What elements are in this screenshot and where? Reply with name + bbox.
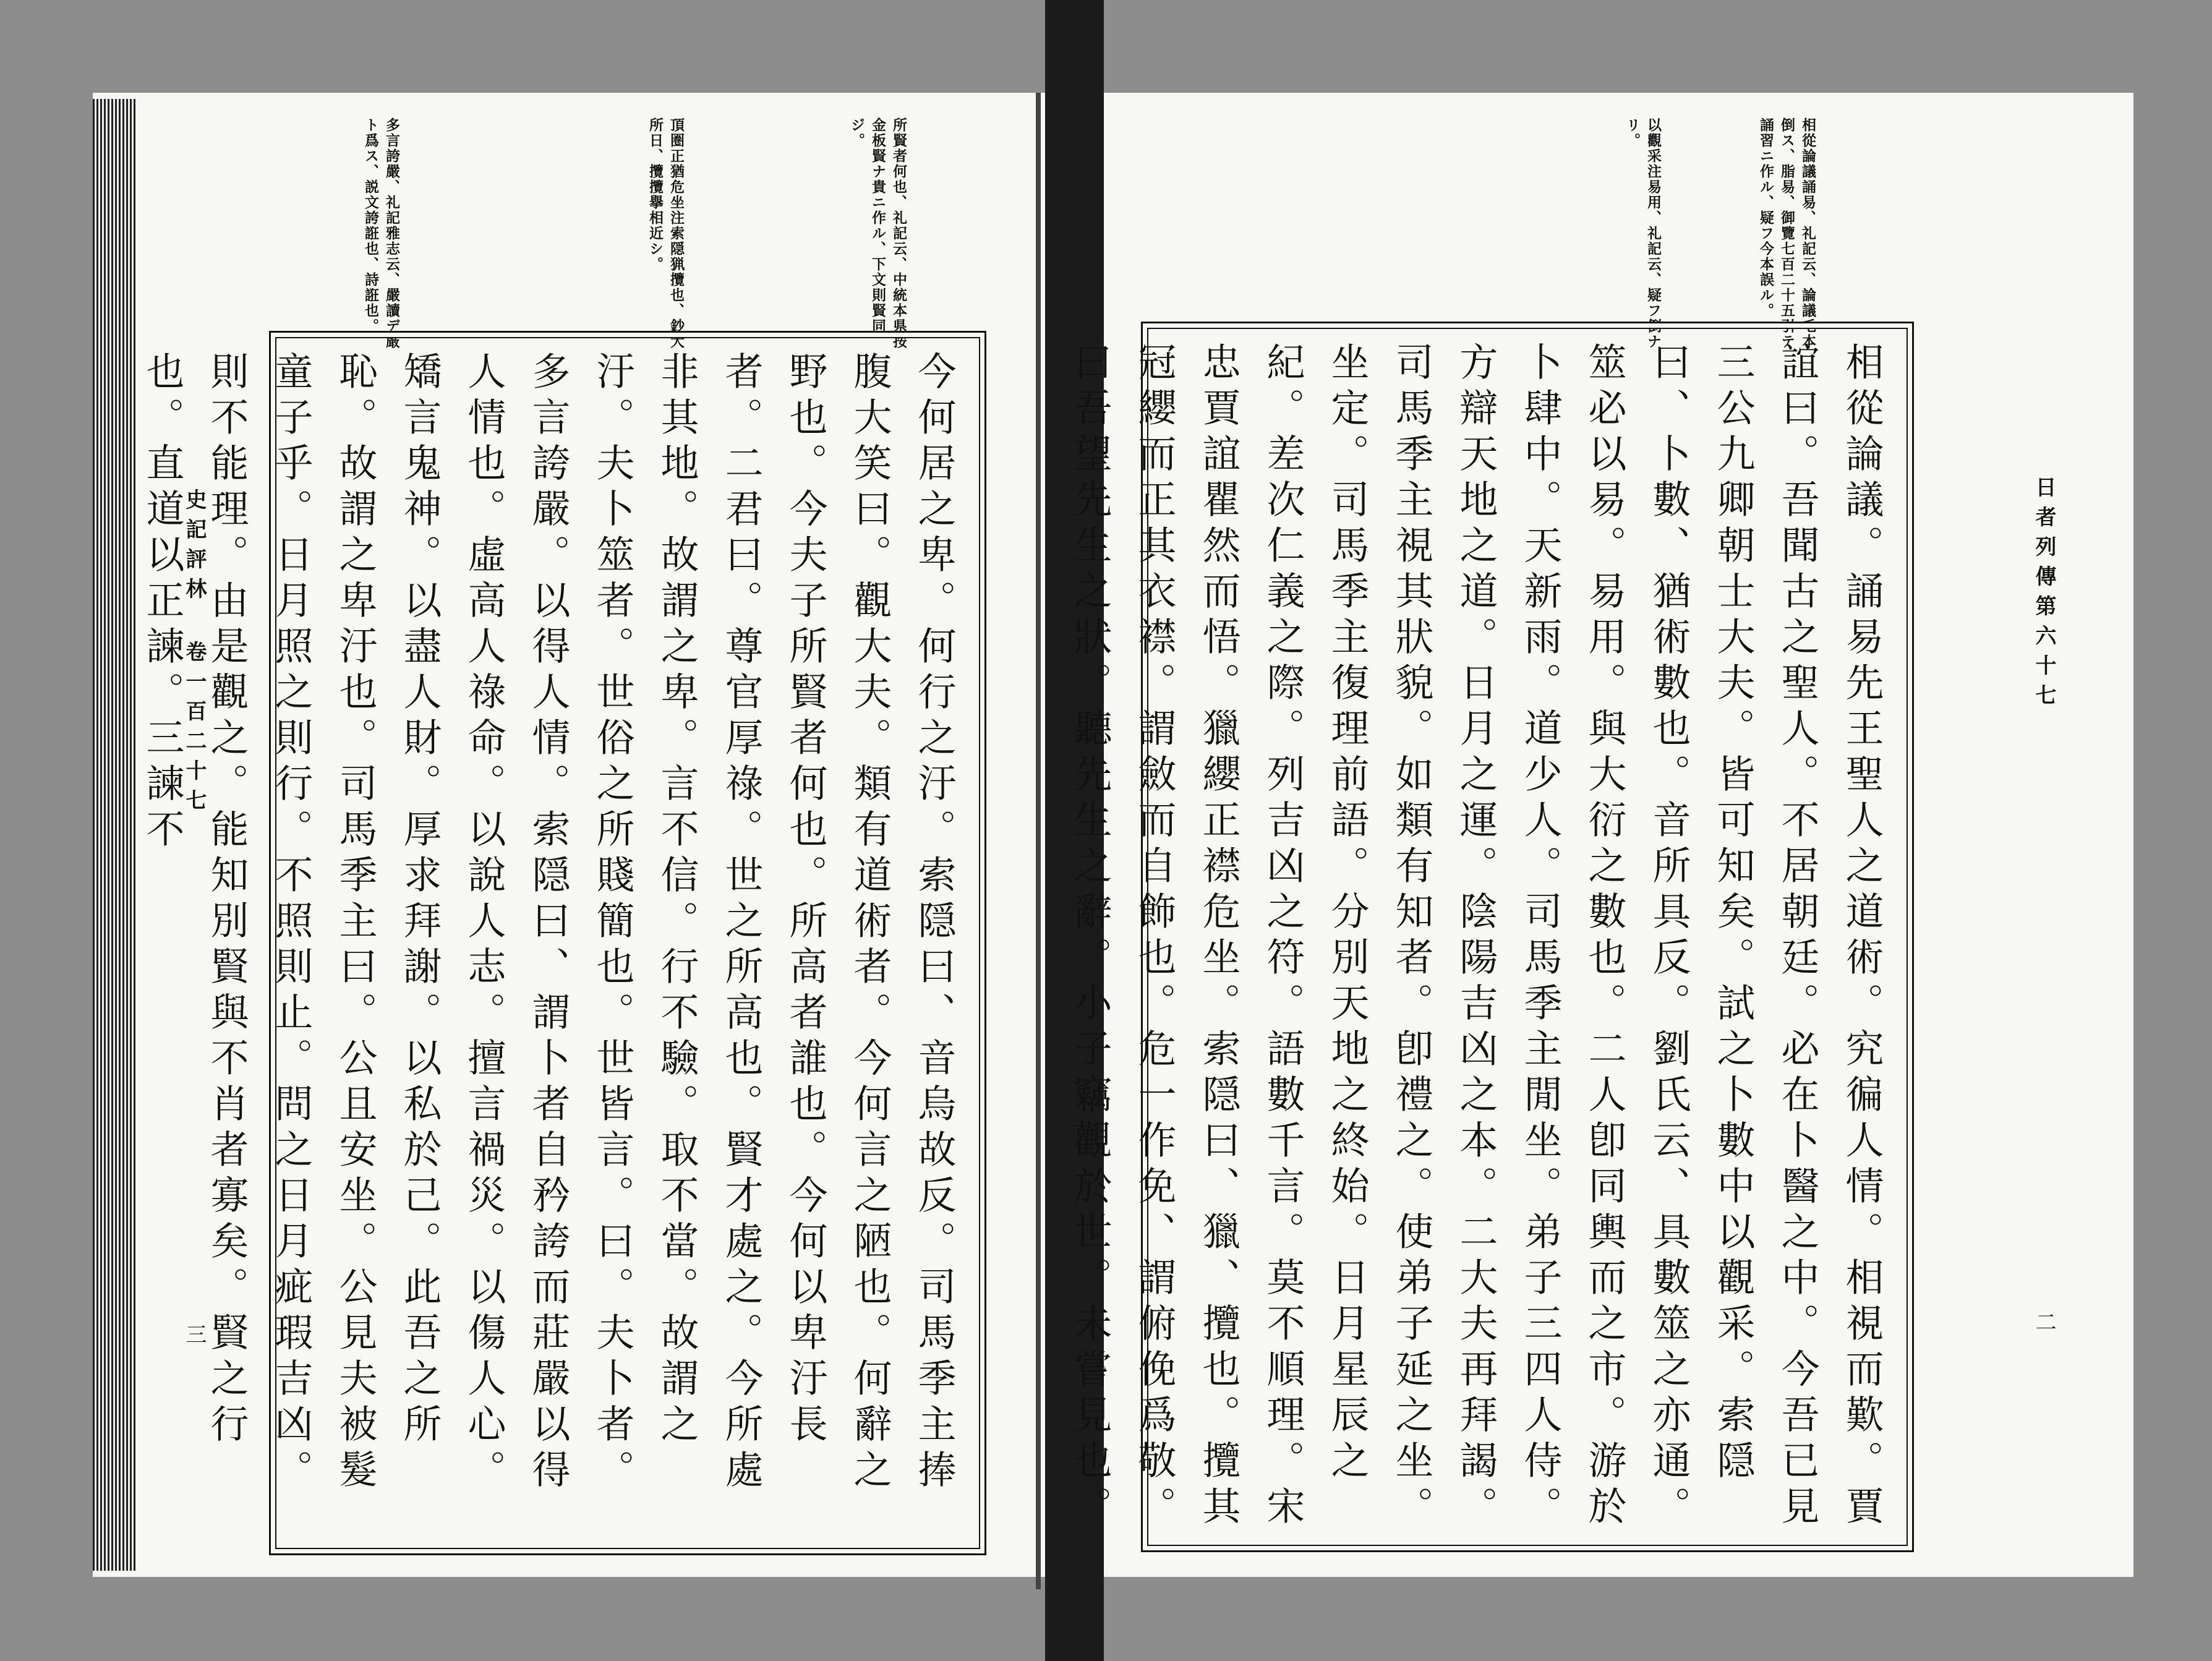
left-page-header: 史記評林 卷一百二十七 xyxy=(182,489,207,819)
right-page-header: 日者列傳第六十七 xyxy=(2031,476,2056,714)
left-page xyxy=(142,93,1033,1577)
left-page-notes xyxy=(216,117,909,352)
right-page xyxy=(1067,93,2096,1577)
left-note-1: 所賢者何也、礼記云、中統本県按金板賢ナ貴ニ作ル、下文則賢同ジ。 xyxy=(848,117,907,349)
left-body-text: 今何居之卑。何行之汙。索隠曰、音烏故反。司馬季主捧腹大笑曰。觀大夫。類有道術者。今何言之陋也。何辭之野也。今夫子所賢者何也。所高者誰也。今何以卑汙長者。二君曰。尊官厚祿。世之所高也。賢才處之。今所處非其地。故謂之卑。言不信。行不驗。取不當。故謂之汙。夫卜筮者。世俗之所賤簡也。世皆言。曰。夫卜者。多言誇嚴。以得人情。索隠曰、謂卜者自矜誇而莊嚴以得人情也。虛高人祿命。以說人志。擅言禍災。以傷人心。矯言鬼神。以盡人財。厚求拜謝。以私於己。此吾之所恥。故謂之卑汙也。司馬季主曰。公且安坐。公見夫被髮童子乎。日月照之則行。不照則止。問之日月疵瑕吉凶。則不能理。由是觀之。能知別賢與不肖者寡矣。賢之行也。直道以正諫。三諫不 xyxy=(140,351,957,1495)
right-page-number: 二 xyxy=(2031,1311,2056,1332)
right-page-notes xyxy=(1163,117,1818,352)
right-note-1: 相從論議誦易、礼記云、論議毛本倒ス、脂易、御覽七百二十五引テ誦習ニ作ル、疑フ今本誤ル。 xyxy=(1757,117,1816,349)
left-note-2: 頂圏正猶危坐注索隠猟攬也、鈔大所日、攬攬擧相近シ。 xyxy=(647,117,685,349)
right-text-frame xyxy=(1067,322,1914,1552)
left-note-3: 多言誇嚴、礼記雅志云、嚴讀デ厳ト爲ス、説文誇誑也、詩誑也。 xyxy=(362,117,400,349)
left-page-number: 三 xyxy=(182,1323,207,1344)
gutter-line xyxy=(1036,93,1041,1589)
right-note-2: 以觀采注易用、礼記云、疑フ倒ナリ。 xyxy=(1624,117,1662,349)
right-body-text: 相從論議。誦易先王聖人之道術。究徧人情。相視而歎。賈誼曰。吾聞古之聖人。不居朝廷。必在卜醫之中。今吾已見三公九卿朝士大夫。皆可知矣。試之卜數中以觀采。索隠曰、卜數、猶術數也。音所具反。劉氏云、具數筮之亦通。筮必以易。易用。與大衍之數也。二人卽同輿而之市。游於卜肆中。天新雨。道少人。司馬季主閒坐。弟子三四人侍。方辯天地之道。日月之運。陰陽吉凶之本。二大夫再拜謁。司馬季主視其狀貌。如類有知者。卽禮之。使弟子延之坐。坐定。司馬季主復理前語。分別天地之終始。日月星辰之紀。差次仁義之際。列吉凶之符。語數千言。莫不順理。宋忠賈誼瞿然而悟。獵纓正襟危坐。索隠曰、獵、攬也。攬其冠纓而正其衣襟。謂斂而自飾也。危一作免、謂俯俛爲敬。曰吾望先生之狀。聽先生之辭。小子竊觀於世。未嘗見也。 xyxy=(1067,342,1884,1532)
